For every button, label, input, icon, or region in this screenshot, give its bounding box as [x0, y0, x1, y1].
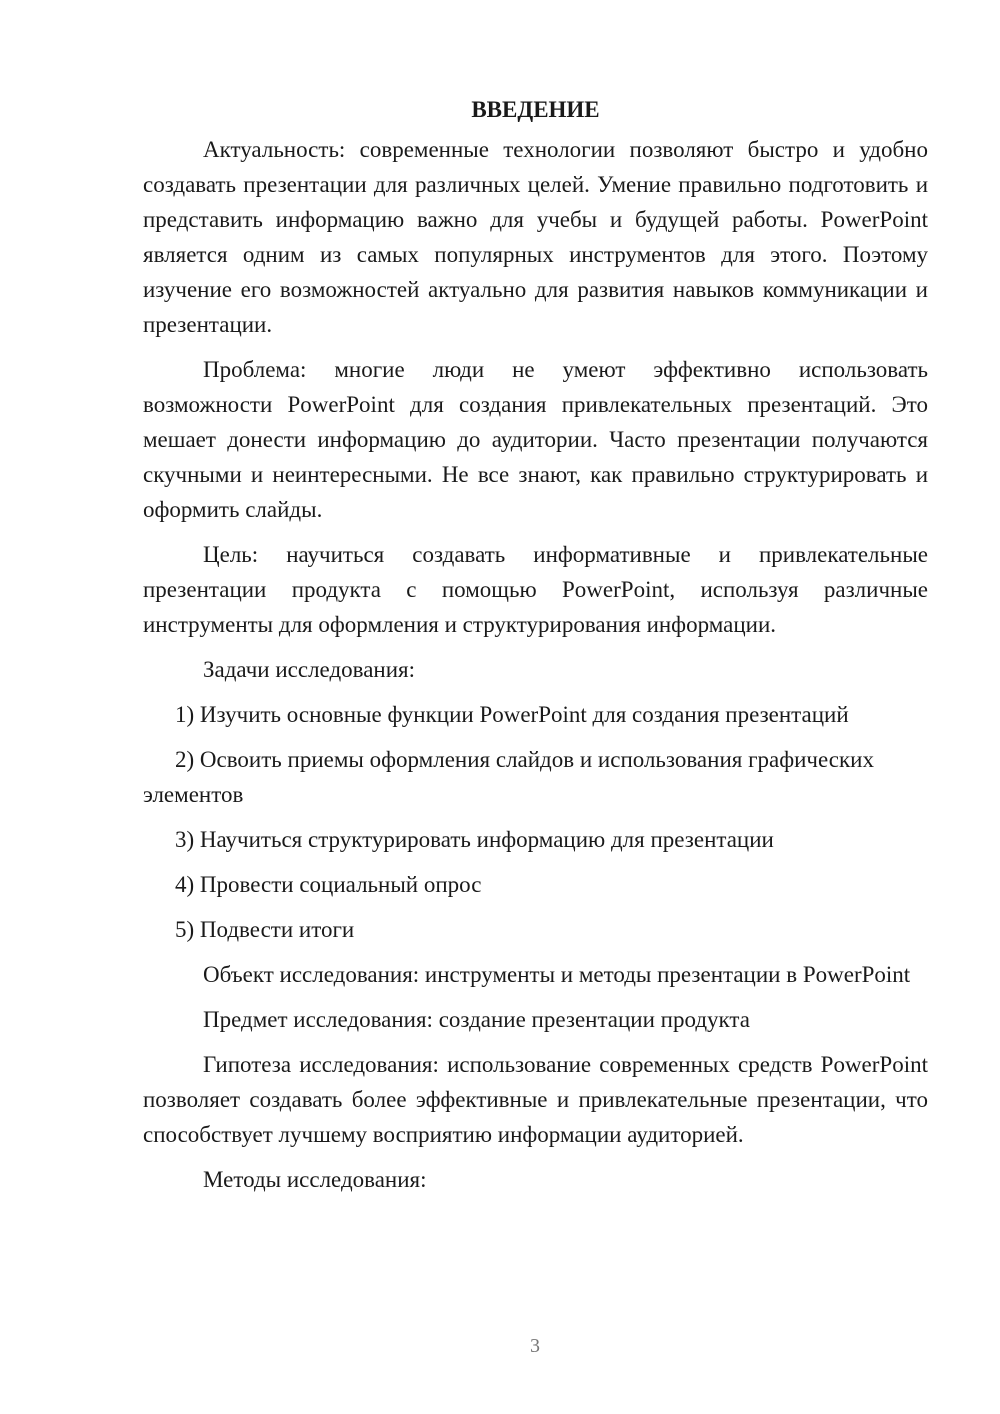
object-paragraph: Объект исследования: инструменты и методы презентации в PowerPoint: [203, 962, 911, 987]
task-item: 4) Провести социальный опрос: [175, 872, 482, 897]
goal-paragraph: Цель: научиться создавать информативные и привлекательные презентации продукта с помощью PowerPoint, используя различные инструменты для оформления и структурирования информации.: [143, 542, 928, 637]
relevance-paragraph: Актуальность: современные технологии позволяют быстро и удобно создавать презентации для различных целей. Умение правильно подготовить и представить информацию важно для учебы и будущей работы. PowerPoint является одним из самых популярных инструментов для этого. Поэтому изучение его возможностей актуально для развития навыков коммуникации и презентации.: [143, 137, 928, 337]
page-title: ВВЕДЕНИЕ: [471, 97, 600, 122]
methods-heading: Методы исследования:: [203, 1167, 427, 1192]
task-item: 3) Научиться структурировать информацию для презентации: [175, 827, 774, 852]
subject-paragraph: Предмет исследования: создание презентации продукта: [203, 1007, 750, 1032]
task-item: 1) Изучить основные функции PowerPoint для создания презентаций: [175, 702, 849, 727]
page-content: [143, 92, 928, 1207]
problem-paragraph: Проблема: многие люди не умеют эффективно использовать возможности PowerPoint для создания привлекательных презентаций. Это мешает донести информацию до аудитории. Часто презентации получаются скучными и неинтересными. Не все знают, как правильно структурировать и оформить слайды.: [143, 357, 928, 522]
tasks-heading: Задачи исследования:: [203, 657, 416, 682]
task-item: 2) Освоить приемы оформления слайдов и использования графических элементов: [143, 747, 874, 807]
task-item: 5) Подвести итоги: [175, 917, 355, 942]
page-number: 3: [530, 1335, 540, 1357]
hypothesis-paragraph: Гипотеза исследования: использование современных средств PowerPoint позволяет создавать более эффективные и привлекательные презентации, что способствует лучшему восприятию информации аудиторией.: [143, 1052, 928, 1147]
